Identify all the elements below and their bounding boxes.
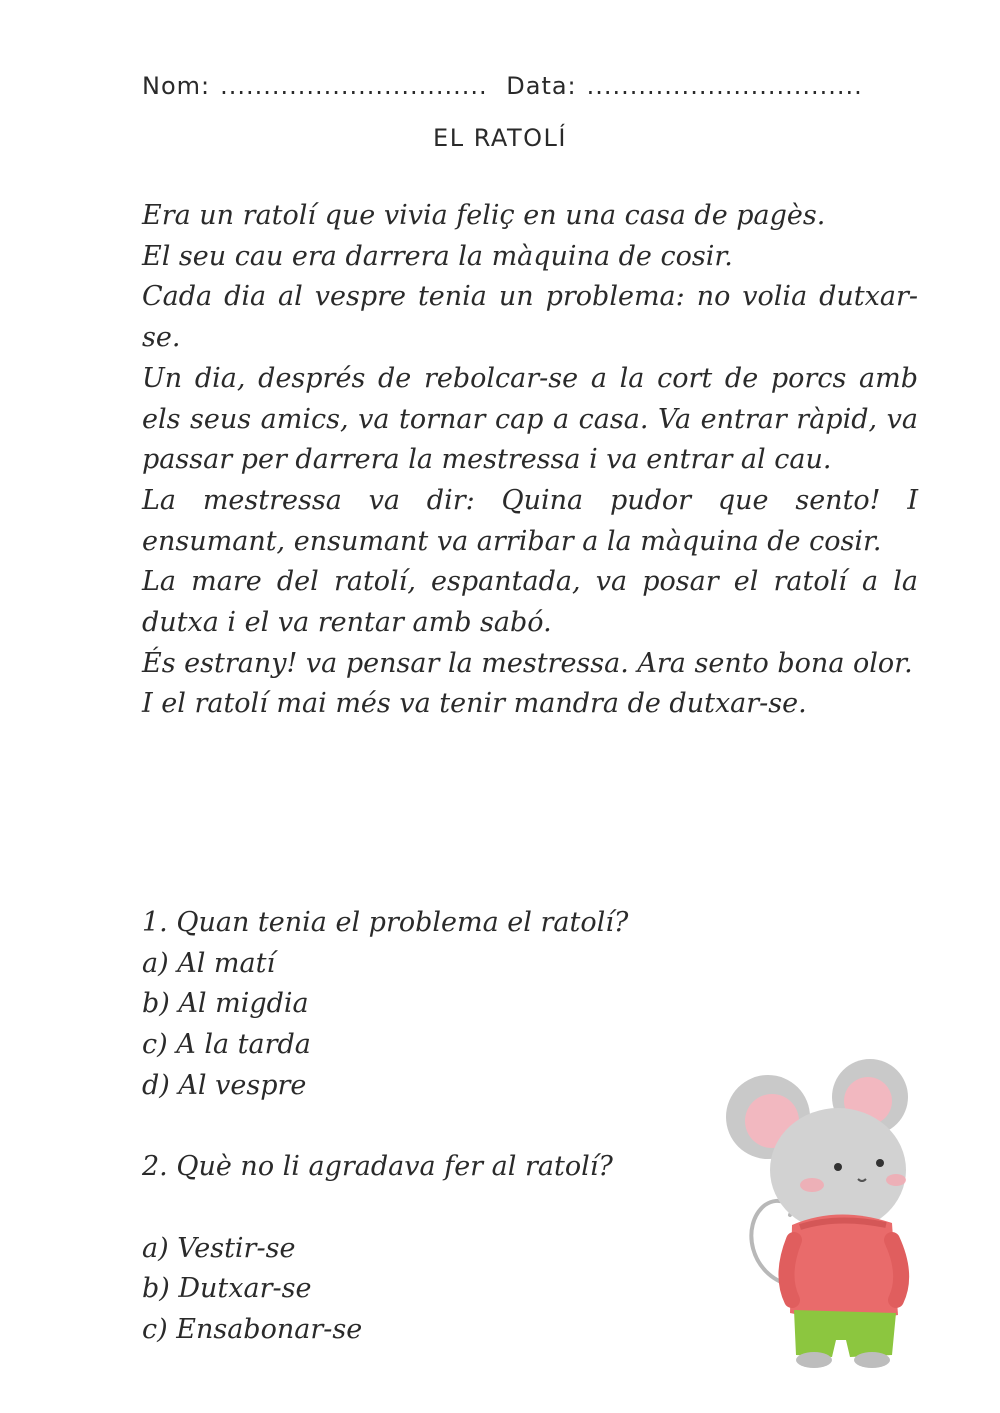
question-2-option-b[interactable]: b) Dutxar-se	[142, 1273, 312, 1305]
story-paragraph: És estrany! va pensar la mestressa. Ara sento bona olor.	[142, 647, 913, 679]
spacer	[142, 1107, 702, 1148]
story-paragraph: La mare del ratolí, espantada, va posar el ratolí a la dutxa i el va rentar amb sabó.	[142, 566, 918, 639]
story-paragraph: La mestressa va dir: Quina pudor que sento! I ensumant, ensumant va arribar a la màquina de cosir.	[142, 484, 918, 557]
question-2-option-a[interactable]: a) Vestir-se	[142, 1232, 296, 1264]
question-1-option-a[interactable]: a) Al matí	[142, 947, 276, 979]
story-paragraph: Cada dia al vespre tenia un problema: no volia dutxar-se.	[142, 281, 918, 354]
questions-section	[142, 903, 702, 1351]
page-title: EL RATOLÍ	[433, 124, 567, 152]
story-paragraph: El seu cau era darrera la màquina de cosir.	[142, 240, 733, 272]
name-blank[interactable]: ...............................	[220, 72, 488, 100]
date-blank[interactable]: ................................	[586, 72, 863, 100]
question-1: 1. Quan tenia el problema el ratolí?	[142, 907, 629, 938]
mouse-illustration-icon	[720, 1055, 940, 1375]
question-1-option-b[interactable]: b) Al migdia	[142, 988, 309, 1020]
header-fields	[142, 72, 873, 100]
story-paragraph: I el ratolí mai més va tenir mandra de dutxar-se.	[142, 688, 807, 720]
date-label: Data:	[506, 72, 577, 100]
question-2: 2. Què no li agradava fer al ratolí?	[142, 1151, 613, 1183]
question-1-option-c[interactable]: c) A la tarda	[142, 1029, 311, 1061]
story-paragraph: Un dia, després de rebolcar-se a la cort de porcs amb els seus amics, va tornar cap a casa. Va entrar ràpid, va passar per darrera la mestressa i va entrar al cau.	[142, 362, 918, 476]
story-text	[142, 196, 918, 725]
name-label: Nom:	[142, 72, 211, 100]
question-2-option-c[interactable]: c) Ensabonar-se	[142, 1314, 363, 1345]
spacer	[142, 1188, 702, 1229]
story-paragraph: Era un ratolí que vivia feliç en una casa de pagès.	[142, 200, 826, 231]
question-1-option-d[interactable]: d) Al vespre	[142, 1069, 307, 1101]
